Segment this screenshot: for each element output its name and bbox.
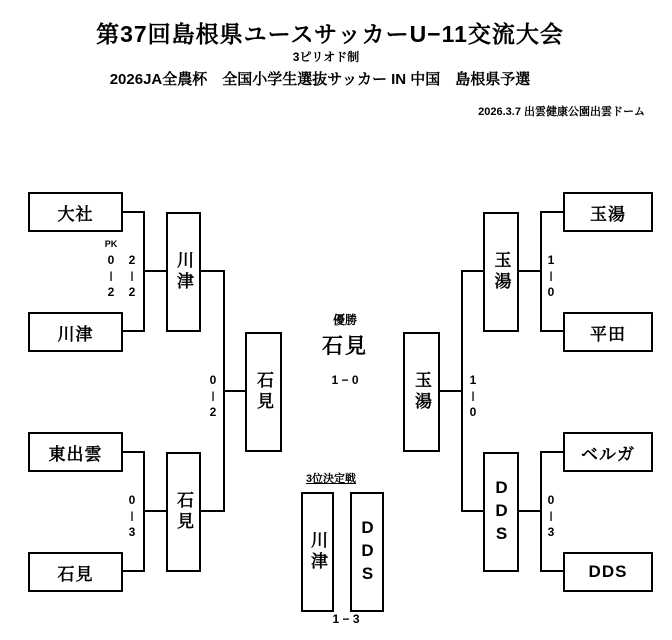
date-venue-label: 2026.3.7 出雲健康公園出雲ドーム (478, 106, 645, 118)
score-digit: 1 (547, 253, 555, 267)
score-column-l-qf-top (124, 252, 140, 301)
score-digit: 1 (469, 373, 477, 387)
bracket-line (519, 510, 542, 512)
team-box-dds (563, 552, 653, 592)
score-column-pk (103, 252, 119, 301)
team-label: 平田 (590, 324, 626, 344)
champion-label: 優勝 (332, 313, 357, 327)
bracket-line (462, 510, 483, 512)
bracket-line (540, 570, 563, 572)
winner-box-r-qf-top (483, 212, 519, 332)
bracket-line (201, 510, 225, 512)
score-digit: 0 (128, 493, 136, 507)
winner-label: 玉湯 (491, 251, 511, 293)
team-label: DDS (588, 562, 628, 581)
bracket-line (145, 270, 166, 272)
team-box-taisha (28, 192, 123, 232)
score-column-r-sf (465, 372, 481, 421)
score-separator: | (211, 391, 215, 402)
bracket-line (519, 270, 542, 272)
score-digit: 2 (128, 253, 136, 267)
team-label: DDS (358, 517, 377, 587)
pk-label: PK (104, 239, 118, 249)
bracket-line (540, 211, 563, 213)
team-box-hirata (563, 312, 653, 352)
team-label: 大社 (57, 204, 94, 224)
third-place-box-kawazu (301, 492, 334, 612)
score-separator: | (549, 271, 553, 282)
bracket-line (540, 330, 563, 332)
score-digit: 3 (128, 525, 136, 539)
champion-team: 石見 (322, 335, 368, 358)
winner-label: 川津 (174, 251, 193, 293)
team-label: 川津 (308, 531, 327, 573)
score-digit: 0 (107, 253, 115, 267)
finalist-box-left (245, 332, 282, 452)
score-separator: | (109, 271, 113, 282)
third-place-box-dds (350, 492, 384, 612)
score-separator: | (471, 391, 475, 402)
score-separator: | (130, 511, 134, 522)
score-separator: | (549, 511, 553, 522)
match-format-label: 3ピリオド制 (292, 50, 360, 64)
score-digit: 2 (107, 285, 115, 299)
bracket-line (225, 390, 245, 392)
score-digit: 2 (209, 405, 217, 419)
team-box-kawazu (28, 312, 123, 352)
bracket-line (440, 390, 462, 392)
winner-box-r-qf-bottom (483, 452, 519, 572)
team-label: 川津 (57, 324, 94, 344)
score-digit: 0 (547, 493, 555, 507)
bracket-line (462, 270, 483, 272)
final-score: 1 − 0 (331, 373, 359, 387)
bracket-line (122, 570, 145, 572)
tournament-title: 第37回島根県ユースサッカーU−11交流大会 (96, 21, 564, 47)
bracket-line (122, 451, 145, 453)
team-label: 東出雲 (48, 444, 103, 464)
score-digit: 0 (547, 285, 555, 299)
winner-box-l-qf-bottom (166, 452, 201, 572)
bracket-line (145, 510, 166, 512)
score-digit: 0 (469, 405, 477, 419)
score-column-l-sf (205, 372, 221, 421)
winner-label: 玉湯 (412, 371, 431, 413)
winner-box-l-qf-top (166, 212, 201, 332)
third-place-label: 3位決定戦 (305, 473, 357, 485)
team-box-tamayu (563, 192, 653, 232)
team-label: 玉湯 (590, 204, 626, 224)
third-place-score: 1 − 3 (332, 612, 360, 626)
bracket-line (540, 451, 563, 453)
score-digit: 3 (547, 525, 555, 539)
score-separator: | (130, 271, 134, 282)
bracket-line (201, 270, 225, 272)
score-column-r-qf-bottom (543, 492, 559, 541)
score-column-r-qf-top (543, 252, 559, 301)
bracket-line (122, 211, 145, 213)
qualifier-subtitle: 2026JA全農杯 全国小学生選抜サッカー IN 中国 島根県予選 (109, 71, 531, 88)
team-label: ベルガ (581, 444, 635, 464)
winner-label: 石見 (174, 491, 193, 533)
score-column-l-qf-bottom (124, 492, 140, 541)
winner-label: 石見 (254, 371, 273, 413)
team-box-iwami (28, 552, 123, 592)
score-digit: 0 (209, 373, 217, 387)
winner-label: DDS (492, 477, 511, 547)
team-box-beruga (563, 432, 653, 472)
team-box-higashiizumo (28, 432, 123, 472)
bracket-line (122, 330, 145, 332)
team-label: 石見 (57, 564, 94, 584)
score-digit: 2 (128, 285, 136, 299)
